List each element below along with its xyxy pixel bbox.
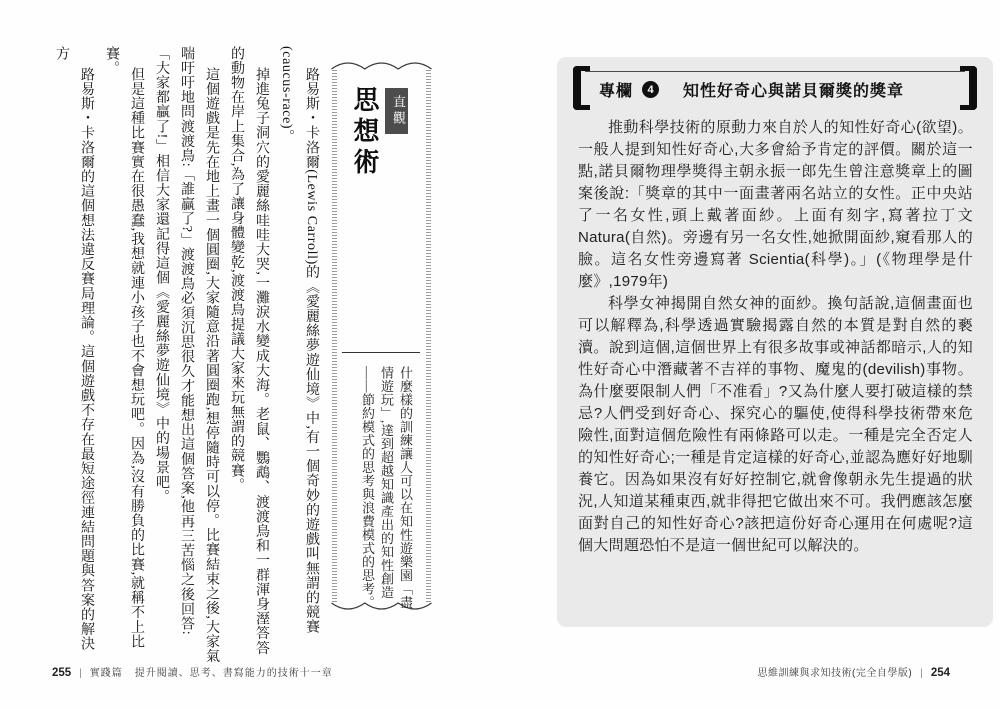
right-bracket-icon: [960, 66, 977, 110]
column-box: [557, 57, 993, 627]
footer-separator: |: [79, 668, 82, 679]
column-title-text: 知性好奇心與諾貝爾獎的獎章: [683, 83, 905, 100]
column-body: [557, 107, 993, 557]
paragraph: 科學女神揭開自然女神的面紗。換句話說,這個畫面也可以解釋為,科學透過實驗揭露自然的本質是對自然的褻瀆。說到這個,這個世界上有很多故事或神話都暗示,人的知性好奇心中潛藏著不吉祥的事物、魔鬼的(devilish)事物。為什麼要限制人們「不准看」?又為什麼人要打破這樣的禁忌?人們受到好奇心、探究心的驅使,使得科學技術帶來危險性,面對這個危險性有兩條路可以走。一種是完全否定人的知性好奇心;一種是肯定這樣的好奇心,並認為應好好地馴養它。因為如果沒有好好控制它,就會像朝永先生提過的狀況,人知道某種東西,就非得把它做出來不可。我們應該怎麼面對自己的知性好奇心?該把這份好奇心運用在何處呢?這個大問題恐怕不是這一個世紀可以解決的。: [578, 295, 973, 554]
page-number: 255: [52, 667, 72, 679]
chapter-tag-badge: 直觀: [385, 88, 408, 134]
book-title: 思維訓練與求知技術(完全自學版): [757, 668, 913, 679]
paragraph: 但是這種比賽實在很愚蠢,我想就連小孩子也不會想玩吧。因為,沒有勝負的比賽,就稱不上比賽。: [104, 46, 144, 649]
paragraph: 路易斯・卡洛爾的這個想法違反賽局理論。這個遊戲不存在最短途徑連結問題與答案的解決方: [54, 46, 94, 651]
left-page-body: [40, 46, 324, 664]
scroll-left-hatch-decoration: [332, 70, 337, 602]
column-title: [599, 78, 904, 101]
header-rule: [585, 71, 965, 72]
column-header: [557, 57, 993, 107]
paragraph: 掉進兔子洞穴的愛麗絲哇哇大哭,一灘淚水變成大海。老鼠、鸚鵡、渡渡鳥和一群渾身溼答答的動物在岸上集合,為了讓身體變乾,渡渡鳥提議大家來玩無謂的競賽。: [229, 46, 269, 656]
paragraph: 路易斯・卡洛爾(Lewis Carroll)的《愛麗絲夢遊仙境》中,有一個奇妙的遊戲叫無謂的競賽(caucus-race)。: [279, 46, 319, 634]
chapter-label: 提升閱讀、思考、書寫能力的技術十一章: [134, 668, 333, 679]
left-page-footer: [52, 664, 333, 679]
chapter-banner: [331, 56, 432, 616]
paragraph: 推動科學技術的原動力來自於人的知性好奇心(欲望)。一般人提到知性好奇心,大多會給予肯定的評價。關於這一點,諾貝爾物理學獎得主朝永振一郎先生曾注意獎章上的圖案後說:「獎章的其中一面畫著兩名站立的女性。正中央站了一名女性,頭上戴著面紗。上面有刻字,寫著拉丁文Natura(自然)。旁邊有另一名女性,她掀開面紗,窺看那人的臉。這名女性旁邊寫著 Scientia(科學)。」(《物理學是什麼》,1979年): [578, 119, 973, 290]
column-number-badge: 4: [642, 81, 659, 98]
chapter-lead-quote: 什麼樣的訓練讓人可以在知性遊樂園「盡情遊玩」,達到超越知識產出的知性創造——節約模式的思考與浪費模式的思考。: [360, 366, 413, 609]
chapter-title: 思想術: [350, 86, 379, 179]
column-label: 專欄: [599, 83, 634, 100]
right-page-footer: [758, 664, 950, 679]
section-label: 實踐篇: [89, 668, 123, 679]
left-bracket-icon: [573, 66, 590, 110]
page-number: 254: [930, 667, 950, 679]
scroll-right-hatch-decoration: [426, 70, 431, 602]
scroll-top-edge-icon: [331, 56, 432, 70]
footer-separator: |: [920, 668, 923, 679]
banner-divider: [342, 352, 420, 353]
paragraph: 這個遊戲是先在地上畫一個圓圈,大家隨意沿著圓圈跑,想停隨時可以停。比賽結束之後,大家氣喘吁吁地問渡渡鳥:「誰贏了?」渡渡鳥必須沉思很久才能想出這個答案,他再三苦惱之後回答:「大家都贏了!」相信大家還記得這個《愛麗絲夢遊仙境》中的場景吧。: [154, 46, 219, 664]
